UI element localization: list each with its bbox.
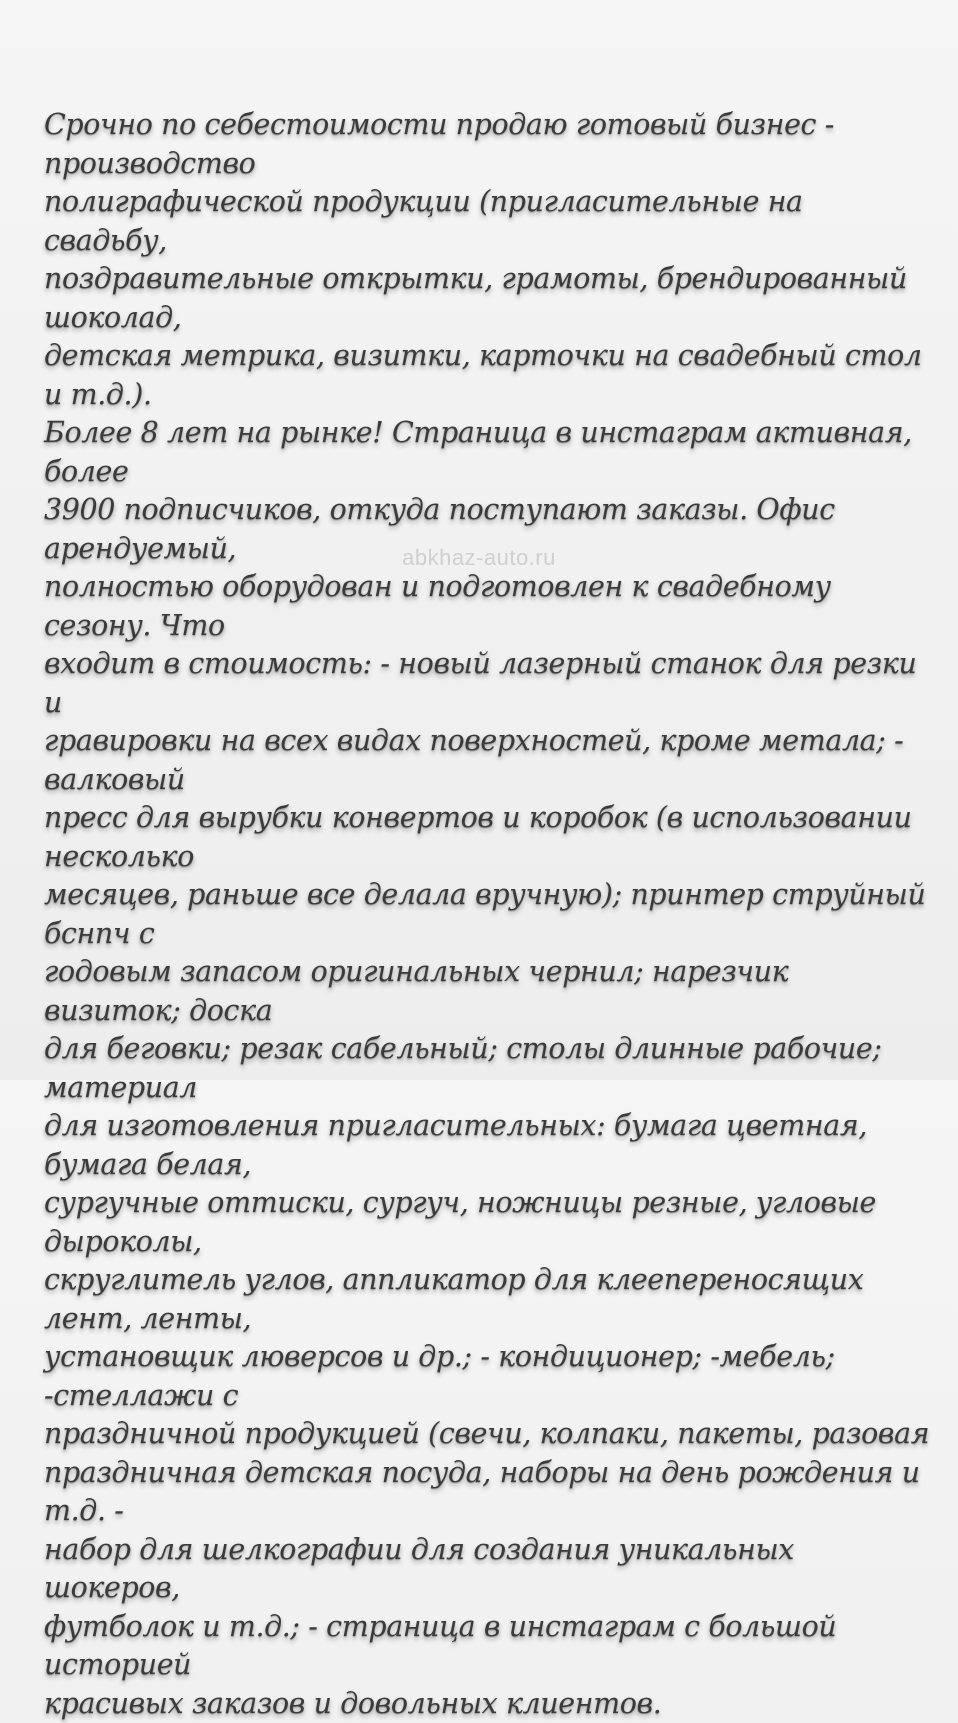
site-watermark: abkhaz-auto.ru: [402, 545, 556, 570]
ad-description: Срочно по себестоимости продаю готовый бизнес - производство полиграфической продукции (пригласительные на свадьбу, поздравительные открытки, грамоты, брендированный шоколад, детская метрика, визитки, карточки на свадебный стол и т.д.). Более 8 лет на рынке! Страница в инстаграм активная, более 3900 подписчиков, откуда поступают заказы. Офис арендуемый, полностью оборудован и подготовлен к свадебному сезону. Что входит в стоимость: - новый лазерный станок для резки и гравировки на всех видах поверхностей, кроме метала; - валковый пресс для вырубки конвертов и коробок (в использовании несколько месяцев, раньше все делала вручную); принтер струйный бснпч с годовым запасом оригинальных чернил; нарезчик визиток; доска для беговки; резак сабельный; столы длинные рабочие; материал для изготовления пригласительных: бумага цветная, бумага белая, сургучные оттиски, сургуч, ножницы резные, угловые дыроколы, скруглитель углов, аппликатор для клеепереносящих лент, ленты, установщик люверсов и др.; - кондиционер; -мебель; -стеллажи с праздничной продукцией (свечи, колпаки, пакеты, разовая праздничная детская посуда, наборы на день рождения и т.д. - набор для шелкографии для создания уникальных шокеров, футболок и т.д.; - страница в инстаграм с большой историей красивых заказов и довольных клиентов.: [44, 108, 930, 1720]
